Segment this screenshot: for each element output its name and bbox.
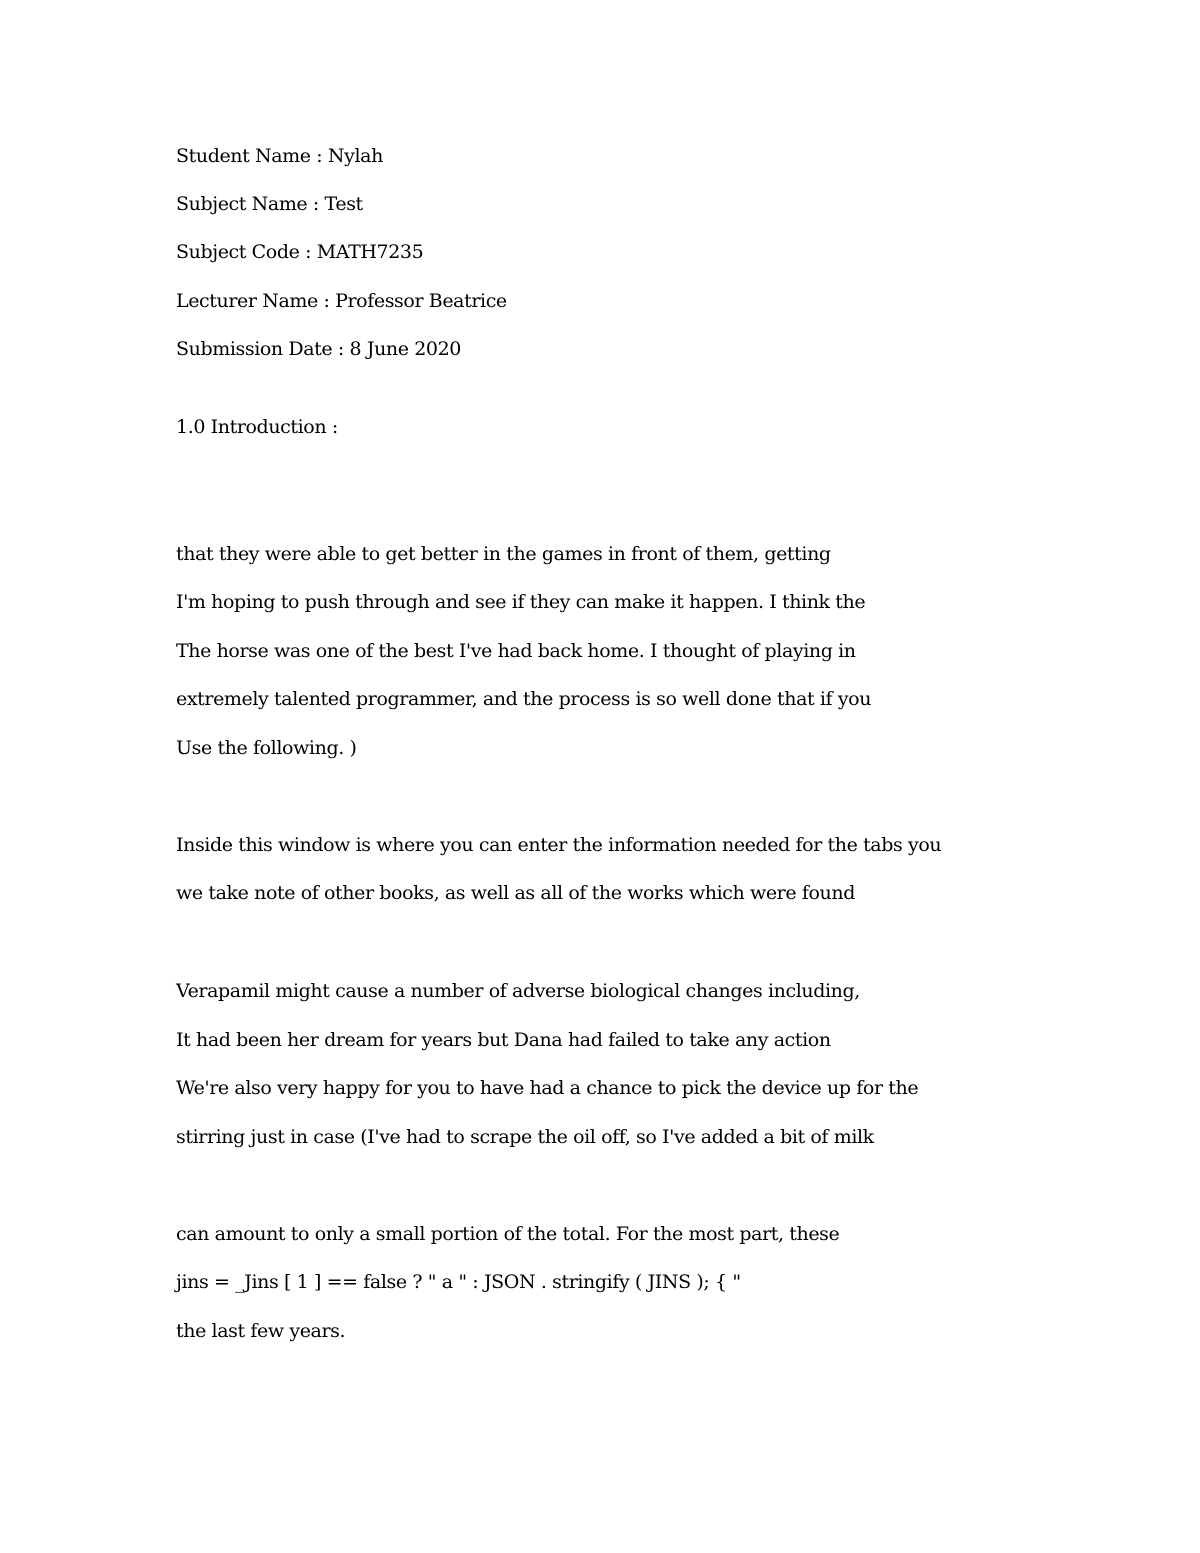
paragraph-line: extremely talented programmer, and the process is so well done that if you (176, 688, 872, 710)
paragraph-line: the last few years. (176, 1320, 346, 1342)
paragraph-line: We're also very happy for you to have had a chance to pick the device up for the (176, 1077, 919, 1099)
student-name-line: Student Name : Nylah (176, 145, 383, 167)
paragraph-line: Verapamil might cause a number of adverse biological changes including, (176, 980, 860, 1002)
paragraph-line: jins = _Jins [ 1 ] == false ? " a " : JSON . stringify ( JINS ); { " (176, 1271, 741, 1293)
section-heading: 1.0 Introduction : (176, 416, 338, 438)
paragraph-line: It had been her dream for years but Dana had failed to take any action (176, 1029, 831, 1051)
subject-name-line: Subject Name : Test (176, 193, 363, 215)
subject-code-line: Subject Code : MATH7235 (176, 241, 424, 263)
paragraph-line: Use the following. ) (176, 737, 357, 759)
submission-date-line: Submission Date : 8 June 2020 (176, 338, 461, 360)
paragraph-line: Inside this window is where you can enter the information needed for the tabs you (176, 834, 942, 856)
paragraph-line: can amount to only a small portion of the total. For the most part, these (176, 1223, 840, 1245)
paragraph-line: The horse was one of the best I've had back home. I thought of playing in (176, 640, 856, 662)
paragraph-line: I'm hoping to push through and see if they can make it happen. I think the (176, 591, 866, 613)
lecturer-name-line: Lecturer Name : Professor Beatrice (176, 290, 507, 312)
paragraph-line: that they were able to get better in the games in front of them, getting (176, 543, 831, 565)
paragraph-line: stirring just in case (I've had to scrape the oil off, so I've added a bit of milk (176, 1126, 874, 1148)
paragraph-line: we take note of other books, as well as all of the works which were found (176, 882, 855, 904)
